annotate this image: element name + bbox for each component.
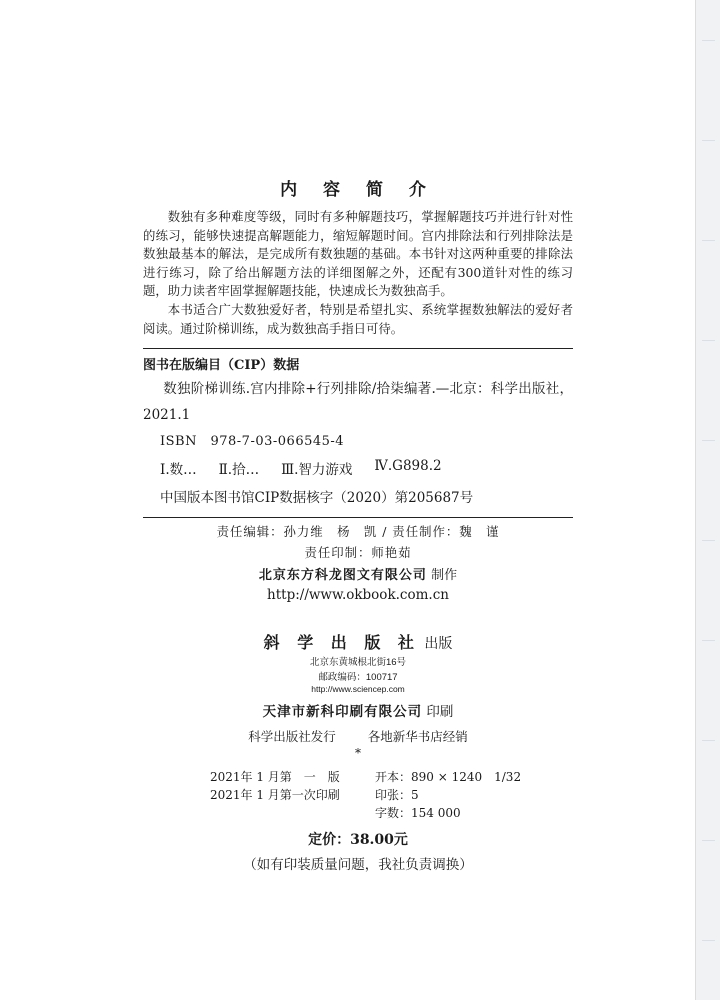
strip-tick [702,240,715,241]
cip-classification [160,458,570,478]
edition-row [210,768,530,785]
word-count: 字数：154 000 [375,806,461,820]
edition-spacer [210,804,375,821]
editors-credit: 责任编辑：孙力维 杨 凯 / 责任制作：魏 谨 [216,524,500,539]
separator-asterisk: * [355,746,361,760]
printer-role: 印刷 [426,704,454,720]
cip-isbn: ISBN 978-7-03-066545-4 [160,434,345,449]
intro-paragraph: 本书适合广大数独爱好者，特别是希望扎实、系统掌握数独解法的爱好者阅读。通过阶梯训练，成为数独高手指日可待。 [143,301,573,336]
quality-notice: （如有印装质量问题，我社负责调换） [243,857,473,873]
cip-main-entry: 数独阶梯训练.宫内排除+行列排除/拾柒编著.—北京：科学出版社，2021.1 [143,381,573,423]
edition-row [210,786,530,803]
viewer-scroll-strip[interactable] [695,0,720,1000]
publisher-name: 斜 学 出 版 社 [263,633,420,652]
printer-org: 天津市新科印刷有限公司 [262,704,423,720]
distribution-line [143,727,573,745]
maker-credit [143,564,573,583]
edition-info: 2021年 1 月第 一 版 [210,770,340,784]
cip-class-item: Ⅳ.G898.2 [374,458,442,474]
publisher-postcode: 邮政编码：100717 [318,672,398,683]
divider [143,517,573,518]
edition-row [210,804,530,821]
intro-body [143,208,573,338]
cip-class-item: Ⅰ.数… [160,462,197,478]
printing-supervisor-credit: 责任印制：师艳茹 [304,545,412,560]
divider [143,348,573,349]
strip-tick [702,840,715,841]
cip-record: 中国版本图书馆CIP数据核字（2020）第205687号 [160,490,474,506]
printer-line [143,700,573,720]
strip-tick [702,740,715,741]
publisher-role: 出版 [424,636,453,652]
issuer: 科学出版社发行 [248,729,336,744]
cip-class-item: Ⅲ.智力游戏 [281,462,353,478]
strip-tick [702,440,715,441]
strip-tick [702,40,715,41]
strip-tick [702,340,715,341]
intro-paragraph: 数独有多种难度等级，同时有多种解题技巧，掌握解题技巧并进行针对性的练习，能够快速提高解题能力，缩短解题时间。宫内排除法和行列排除法是数独最基本的解法，是完成所有数独题的基础。本书针对这两种重要的排除法进行练习，除了给出解题方法的详细图解之外，还配有300道针对性的练习题，助力读者牢固掌握解题技能，快速成长为数独高手。 [143,209,573,299]
strip-tick [702,140,715,141]
publisher-url: http://www.sciencep.com [311,684,405,694]
cip-class-item: Ⅱ.拾… [218,462,260,478]
maker-role: 制作 [431,568,458,583]
cip-heading: 图书在版编目（CIP）数据 [143,358,300,373]
strip-tick [702,640,715,641]
maker-url: http://www.okbook.com.cn [267,587,449,603]
intro-title: 内 容 简 介 [280,180,436,200]
format-info: 开本：890 × 1240 1/32 [375,770,522,784]
sheets-info: 印张：5 [375,788,419,802]
printing-info: 2021年 1 月第一次印刷 [210,788,340,802]
publisher-address: 北京东黄城根北街16号 [309,657,407,668]
sellers: 各地新华书店经销 [367,729,468,744]
price: 定价：38.00元 [308,832,408,848]
maker-org: 北京东方科龙图文有限公司 [258,568,427,583]
publisher-line [143,630,573,653]
strip-tick [702,940,715,941]
strip-tick [702,540,715,541]
